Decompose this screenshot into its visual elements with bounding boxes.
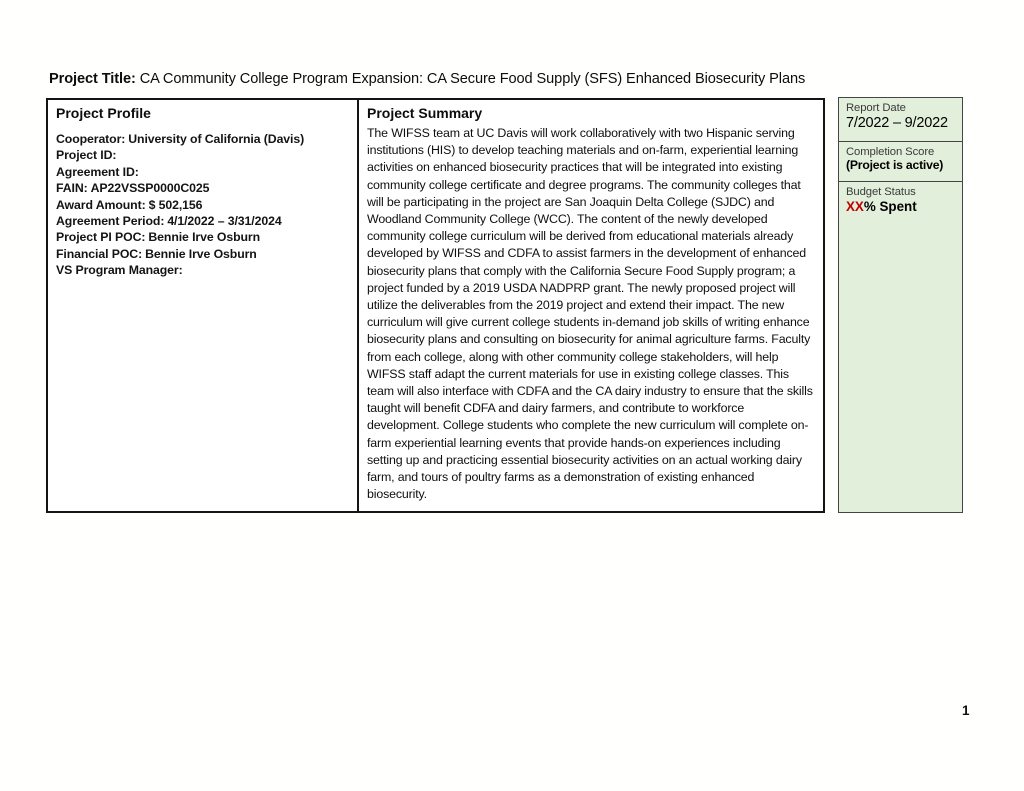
profile-field-financial-poc (56, 246, 347, 262)
profile-field-vs-program-manager (56, 262, 347, 278)
status-sidebar (838, 97, 963, 513)
completion-score-label: Completion Score (846, 146, 935, 158)
profile-field-cooperator (56, 131, 347, 147)
profile-field-list (56, 131, 347, 279)
profile-heading: Project Profile (56, 105, 151, 121)
field-value: $ 502,156 (148, 197, 203, 212)
report-date-value: 7/2022 – 9/2022 (846, 115, 948, 131)
profile-field-fain (56, 180, 347, 196)
field-value: AP22VSSP0000C025 (90, 181, 210, 196)
summary-heading: Project Summary (367, 105, 483, 121)
field-value: 4/1/2022 – 3/31/2024 (167, 214, 282, 229)
budget-spent-text: % Spent (863, 199, 917, 214)
project-summary-panel (359, 100, 823, 511)
page-title (49, 71, 805, 87)
profile-field-award-amount (56, 197, 347, 213)
field-value: University of California (Davis) (128, 132, 305, 146)
field-label: VS Program Manager: (56, 263, 183, 278)
project-table (46, 98, 825, 513)
budget-status-cell (839, 182, 962, 512)
profile-field-project-pi-poc (56, 229, 347, 245)
field-value: Bennie Irve Osburn (145, 246, 257, 261)
field-label: FAIN: (56, 181, 88, 196)
project-title-label: Project Title: (49, 71, 136, 87)
budget-percent-placeholder: XX (846, 199, 864, 214)
report-date-label: Report Date (846, 102, 906, 114)
page-number: 1 (962, 703, 970, 718)
profile-field-project-id (56, 147, 347, 163)
field-label: Cooperator: (56, 132, 126, 146)
field-label: Financial POC: (56, 246, 143, 261)
budget-status-label: Budget Status (846, 186, 916, 198)
completion-score-cell (839, 142, 962, 182)
summary-body: The WIFSS team at UC Davis will work collaboratively with two Hispanic serving institutions (HIS) to develop teaching materials and on-farm, experiential learning activities on enhanced biosecurity practices that will be integrated into existing community college certificate and degree programs. The community colleges that will be participating in the project are San Joaquin Delta College (SJDC) and Woodland Community College (WCC). The content of the newly developed community college curriculum will be derived from educational materials already developed by WIFSS and CDFA to assist farmers in the development of enhanced biosecurity plans that comply with the California Secure Food Supply program; a project funded by a 2019 USDA NADPRP grant. The newly proposed project will utilize the deliverables from the 2019 project and extend their impact. The new curriculum will give current college students in-demand job skills of writing enhance biosecurity plans and consulting on biosecurity for animal agriculture farms. Faculty from each college, along with other community college stakeholders, will help WIFSS staff adapt the current materials for use in existing college classes. This team will also interface with CDFA and the CA dairy industry to ensure that the skills taught will benefit CDFA and dairy farmers, and contribute to workforce development. College students who complete the new curriculum will complete on-farm experiential learning events that provide hands-on experiences including setting up and practicing essential biosecurity activities on an actual working dairy farm, and tours of poultry farms as a demonstration of existing enhanced biosecurity. (367, 126, 813, 502)
field-label: Project PI POC: (56, 230, 146, 245)
project-title-text: CA Community College Program Expansion: CA Secure Food Supply (SFS) Enhanced Biosecurity Plans (139, 71, 806, 87)
completion-score-value: (Project is active) (846, 158, 944, 172)
report-date-cell (839, 98, 962, 142)
field-label: Award Amount: (56, 197, 146, 212)
project-profile-panel (48, 100, 359, 511)
budget-status-value (846, 199, 955, 214)
field-value: Bennie Irve Osburn (148, 230, 261, 245)
profile-field-agreement-id (56, 164, 347, 180)
profile-field-agreement-period (56, 213, 347, 229)
field-label: Project ID: (56, 148, 117, 163)
field-label: Agreement Period: (56, 214, 165, 229)
field-label: Agreement ID: (56, 164, 139, 179)
